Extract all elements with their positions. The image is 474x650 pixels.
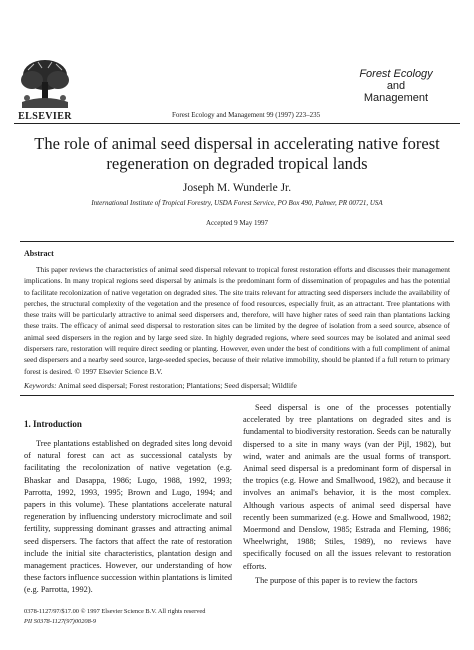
title-line: The role of animal seed dispersal in accelerating native forest (34, 134, 440, 153)
journal-name-line: and (386, 80, 406, 92)
accepted-date: Accepted 9 May 1997 (205, 219, 268, 227)
elsevier-tree-logo (18, 58, 72, 110)
journal-name (338, 68, 454, 104)
title-line: regeneration on degraded tropical lands (106, 154, 368, 173)
copyright-footer (24, 607, 205, 626)
abstract-text: This paper reviews the characteristics of animal seed dispersal relevant to tropical forest restoration efforts and discusses their management implications. In many tropical regions seed dispersal by animals is the predominant form of dissemination of propagules and has the potential to facilitate recolonization of native vegetation on degraded sites. The site traits relevant for attracting seed dispersers include the availability of perches, the structural complexity of the vegetation and the presence of food resources, especially fruit, as an attractant. Tree plantations with these traits will be particularly attractive to animal seed dispersers and, therefore, will have higher rates of seed rain than plantations lacking these traits. The efficacy of animal seed dispersal to restoration sites can be limited by the degree of isolation from a seed source, absence of animal seed dispersers in the region and by large seed size. In highly degraded regions, where seed sources may be isolated and animal seed dispersers rare, restoration will require direct seeding or planting. However, even under the best of conditions with a full compliment of animal seed dispersers and a nearby seed source, large-seeded species, because of their relative immobility, should be planted if a full return to primary forest is desired. © 1997 Elsevier Science B.V. (24, 265, 450, 376)
journal-citation: Forest Ecology and Management 99 (1997) 223–235 (172, 111, 321, 119)
paragraph: The purpose of this paper is to review the factors (255, 575, 418, 585)
author: Joseph M. Wunderle Jr. (182, 182, 292, 194)
affiliation: International Institute of Tropical Forestry, USDA Forest Service, PO Box 490, Palmer, PR 00721, USA (91, 199, 383, 207)
journal-name-line: Forest Ecology (359, 68, 433, 80)
copyright-line: 0378-1127/97/$17.00 © 1997 Elsevier Science B.V. All rights reserved (24, 608, 206, 615)
right-column (243, 402, 451, 587)
keywords-label: Keywords: (24, 381, 57, 390)
paragraph: Tree plantations established on degraded sites long devoid of natural forest can act as successional catalysts by facilitating the recolonization of native vegetation (e.g. Bhaskar and Dasappa, 1986; Lugo, 1988, 1992, 1993; Parrotta, 1992, 1993, 1995; Brown and Lugo, 1994; and papers in this volume). These plantations accelerate natural regeneration by influencing understory microclimate and soil fertility, suppressing dominant grasses and attracting animal seed dispersers. The factors that affect the rate of restoration include the initial site characteristics, plantation design and management practices. However, our understanding of how these factors influence succession within plantations is limited (e.g. Parrotta, 1992). (24, 439, 232, 595)
pii-line: PII S0378-1127(97)00208-9 (24, 617, 97, 625)
header-rule (14, 123, 460, 124)
abstract-bottom-rule (20, 395, 454, 396)
abstract-heading: Abstract (24, 249, 54, 258)
keywords-list: Animal seed dispersal; Forest restoration; Plantations; Seed dispersal; Wildlife (58, 381, 297, 390)
paragraph: Seed dispersal is one of the processes potentially accelerated by tree plantations on degraded sites and is fundamental to biodiversity restoration. Seeds can be naturally dispersed to a site in many ways (van der Pijl, 1982), but wind, water and animals are the usual forms of transport. Animal seed dispersal is a predominant form of dispersal in the tropics (e.g. Howe and Smallwood, 1982), and because it involves an animal's behavior, it is the most complex. Although various aspects of animal seed dispersal have recently been summarized (e.g. Howe and Smallwood, 1982; Moermond and Denslow, 1985; Estrada and Fleming, 1986; Wheelwright, 1988; Stiles, 1989), no reviews have specifically focused on all the issues relevant to restoration efforts. (243, 403, 451, 571)
article-title (20, 134, 454, 174)
left-column (24, 438, 232, 597)
publisher-name: ELSEVIER (18, 111, 72, 122)
abstract-top-rule (20, 241, 454, 242)
keywords (24, 381, 454, 390)
section-heading: 1. Introduction (24, 419, 82, 429)
journal-name-line: Management (363, 92, 429, 104)
